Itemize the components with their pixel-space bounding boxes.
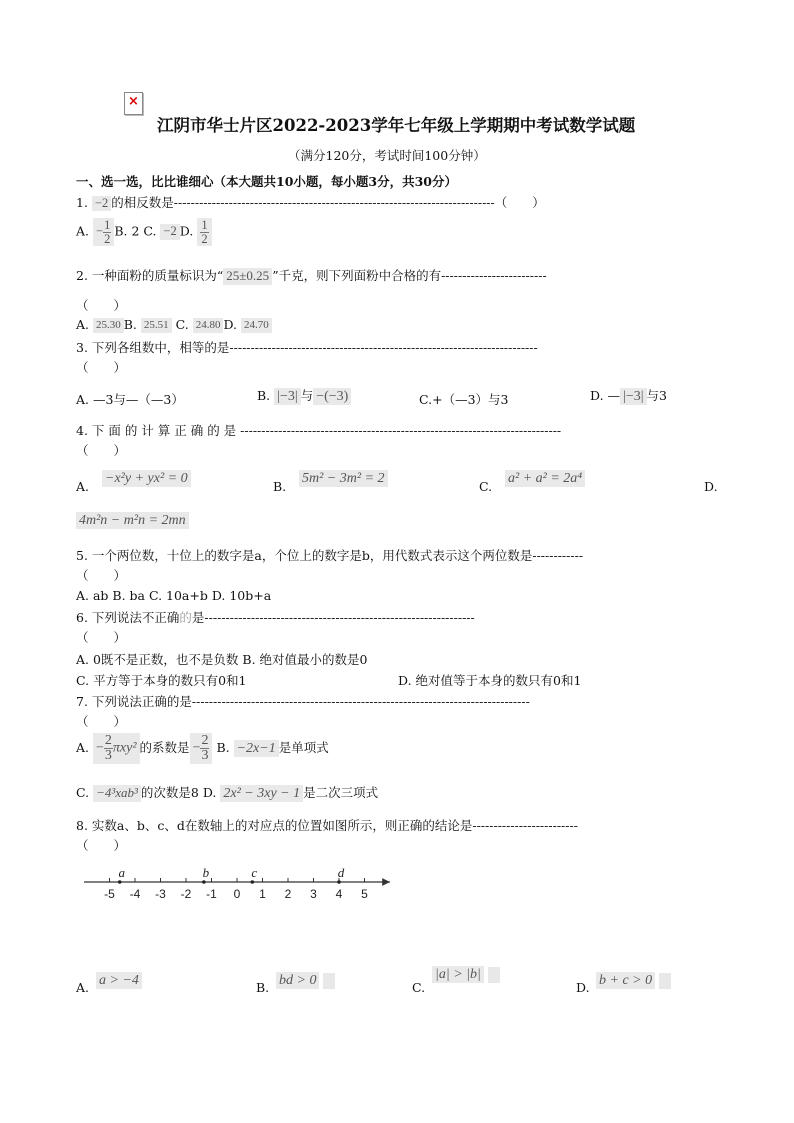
q7-options-cd	[76, 783, 378, 802]
number-line-tick-label: -5	[104, 887, 115, 901]
number-line-point	[337, 880, 341, 884]
q6-option-c: C. 平方等于本身的数只有0和1	[76, 673, 247, 688]
q4-option-d-label: D.	[704, 479, 718, 494]
q7-option-a-num: 2	[104, 733, 112, 748]
q7-option-a-text: 的系数是	[139, 740, 190, 755]
question-6	[76, 608, 475, 626]
number-line-point-label: c	[251, 865, 258, 880]
q6-paren: （ ）	[76, 630, 127, 645]
number-line-tick-label: -4	[129, 887, 141, 901]
q1-option-a-den: 2	[104, 231, 111, 246]
number-line-tick-label: 3	[310, 887, 317, 901]
q8-option-b-wrap	[276, 972, 335, 989]
q4-option-a: −x²y + yx² = 0	[102, 470, 191, 487]
q8-option-b-label: B.	[256, 980, 270, 995]
q8-option-c-placeholder	[488, 967, 500, 983]
number-line-tick-label: -1	[206, 887, 217, 901]
q2-paren: （ ）	[76, 298, 127, 313]
q6-faded-char: 的	[179, 610, 192, 625]
q1-option-b: B. 2 C.	[114, 223, 157, 239]
q7-option-a-den: 3	[104, 748, 112, 763]
q4-option-b: 5m² − 3m² = 2	[299, 470, 388, 487]
question-5: 5. 一个两位数，十位上的数字是a，个位上的数字是b，用代数式表示这个两位数是------------	[76, 548, 584, 563]
q8-option-a: a > −4	[96, 972, 142, 989]
q2-option-b: 25.51	[141, 318, 172, 332]
q4-option-d: 4m²n − m²n = 2mn	[76, 512, 189, 529]
q7-option-a-term: πxy²	[112, 740, 137, 756]
q1-number: 1.	[76, 195, 88, 210]
q4-option-c: a² + a² = 2a⁴	[505, 470, 585, 487]
number-line-point-label: a	[118, 865, 125, 880]
number-line-point	[251, 880, 255, 884]
q2-option-c-label: C.	[175, 317, 189, 332]
q6-option-d: D. 绝对值等于本身的数只有0和1	[398, 673, 582, 688]
q3-option-b-mid: 与	[300, 388, 314, 403]
q7-option-b-label: B.	[216, 740, 230, 755]
q3-option-d	[590, 386, 667, 405]
number-line-tick-label: 2	[284, 887, 292, 901]
page-subtitle: （满分120分，考试时间100分钟）	[288, 148, 486, 163]
q1-option-a-num: 1	[104, 218, 111, 232]
q2-options	[76, 317, 272, 333]
q3-option-d-label: D. —	[590, 388, 621, 403]
q3-option-a: A. —3与—（—3）	[76, 392, 184, 407]
q7-option-a-label: A.	[76, 740, 90, 755]
number-line-point-label: b	[202, 865, 210, 880]
q1-option-d	[197, 218, 211, 246]
q3-option-b	[257, 386, 351, 405]
q7-option-a-answer-minus: −	[192, 740, 201, 756]
q7-option-d-expr: 2x² − 3xy − 1	[220, 785, 303, 802]
q5-options: A. ab B. ba C. 10a+b D. 10b+a	[76, 588, 272, 603]
q1-option-a	[93, 218, 114, 246]
q1-option-d-den: 2	[201, 231, 208, 246]
q1-option-c: −2	[160, 224, 179, 240]
q5-paren: （ ）	[76, 568, 127, 583]
q8-option-c-wrap	[432, 966, 500, 983]
q7-option-a-answer-den: 3	[201, 748, 209, 763]
number-line-tick-label: 1	[259, 887, 266, 901]
q7-option-a-answer	[190, 733, 213, 764]
section-heading: 一、选一选，比比谁细心（本大题共10小题，每小题3分，共30分）	[76, 174, 457, 189]
number-line-tick-label: -3	[155, 887, 166, 901]
q7-option-a-minus: −	[96, 740, 104, 756]
q8-paren: （ ）	[76, 838, 127, 853]
q7-option-a-answer-num: 2	[201, 733, 209, 748]
number-line	[80, 862, 400, 910]
q3-option-d-tail: 与3	[646, 388, 667, 403]
q3-option-b-expr2: −(−3)	[313, 388, 351, 405]
number-line-point	[202, 880, 206, 884]
q7-option-a-expr	[93, 733, 140, 764]
q7-option-b-text: 是单项式	[278, 740, 329, 755]
q2-option-d: 24.70	[241, 318, 272, 332]
q2-option-d-label: D.	[223, 317, 238, 332]
q3-option-b-expr1: |−3|	[274, 388, 301, 405]
q7-paren: （ ）	[76, 714, 127, 729]
q2-text-after: ”千克，则下列面粉中合格的有-------------------------	[272, 268, 547, 283]
q8-option-d-placeholder	[659, 973, 671, 989]
q8-option-c: |a| > |b|	[432, 966, 484, 983]
q7-option-c-expr: −4³xab³	[93, 785, 141, 801]
q7-options-ab	[76, 733, 329, 764]
page-title: 江阴市华士片区2022-2023学年七年级上学期期中考试数学试题	[157, 116, 636, 135]
q1-option-d-num: 1	[201, 218, 208, 232]
q1-options	[76, 218, 212, 246]
q7-option-c-label: C.	[76, 785, 90, 800]
q1-option-d-label: D.	[179, 223, 194, 239]
number-line-tick-label: 0	[233, 887, 241, 901]
q4-option-b-label: B.	[273, 479, 287, 494]
question-7: 7. 下列说法正确的是--------------------------------------------------------------------------------	[76, 694, 530, 709]
q6-text-after: 是----------------------------------------------------------------	[191, 610, 475, 625]
q4-paren: （ ）	[76, 443, 127, 458]
number-line-point	[118, 880, 122, 884]
question-3: 3. 下列各组数中，相等的是-------------------------------------------------------------------------	[76, 340, 538, 355]
q2-expression: 25±0.25	[223, 268, 272, 284]
q8-option-c-label: C.	[412, 980, 426, 995]
q2-option-c: 24.80	[193, 318, 224, 332]
question-2	[76, 266, 547, 285]
q1-dashes: ----------------------------------------------------------------------------（ ）	[173, 195, 545, 210]
q2-text-before: 2. 一种面粉的质量标识为“	[76, 268, 224, 283]
q4-option-a-label: A.	[76, 479, 90, 494]
q1-option-a-label: A.	[76, 223, 90, 239]
q1-option-a-minus: −	[96, 223, 104, 238]
number-line-tick-label: -2	[180, 887, 192, 901]
q8-option-b-placeholder	[323, 973, 335, 989]
q8-option-b: bd > 0	[276, 972, 319, 989]
q7-option-d-text: 是二次三项式	[303, 785, 379, 800]
q1-expression: −2	[92, 196, 111, 212]
number-line-point-label: d	[337, 865, 345, 880]
q3-option-d-expr: |−3|	[620, 388, 647, 405]
q6-options-ab: A. 0既不是正数，也不是负数 B. 绝对值最小的数是0	[76, 652, 368, 667]
q3-option-b-label: B.	[257, 388, 271, 403]
broken-image-icon: ×	[124, 92, 143, 115]
q8-option-a-label: A.	[76, 980, 90, 995]
q2-option-b-label: B.	[123, 317, 137, 332]
q7-option-b-expr: −2x−1	[234, 740, 279, 757]
q3-option-c: C.+（—3）与3	[419, 392, 509, 407]
q6-text-before: 6. 下列说法不正确	[76, 610, 180, 625]
q7-option-c-text: 的次数是8 D.	[140, 785, 217, 800]
q4-option-c-label: C.	[479, 479, 493, 494]
question-4: 4. 下 面 的 计 算 正 确 的 是 ----------------------------------------------------------------------------	[76, 423, 562, 438]
number-line-tick-label: 4	[335, 887, 343, 901]
q1-text: 的相反数是	[111, 195, 174, 210]
q8-option-d-wrap	[596, 972, 671, 989]
q3-paren: （ ）	[76, 360, 127, 375]
number-line-tick-label: 5	[361, 887, 368, 901]
q8-option-d: b + c > 0	[596, 972, 655, 989]
question-1	[76, 193, 545, 211]
number-line-points	[118, 865, 345, 884]
q2-option-a-label: A.	[76, 317, 90, 332]
q2-option-a: 25.30	[93, 318, 124, 332]
q8-option-d-label: D.	[576, 980, 590, 995]
question-8: 8. 实数a、b、c、d在数轴上的对应点的位置如图所示，则正确的结论是-------------------------	[76, 818, 578, 833]
